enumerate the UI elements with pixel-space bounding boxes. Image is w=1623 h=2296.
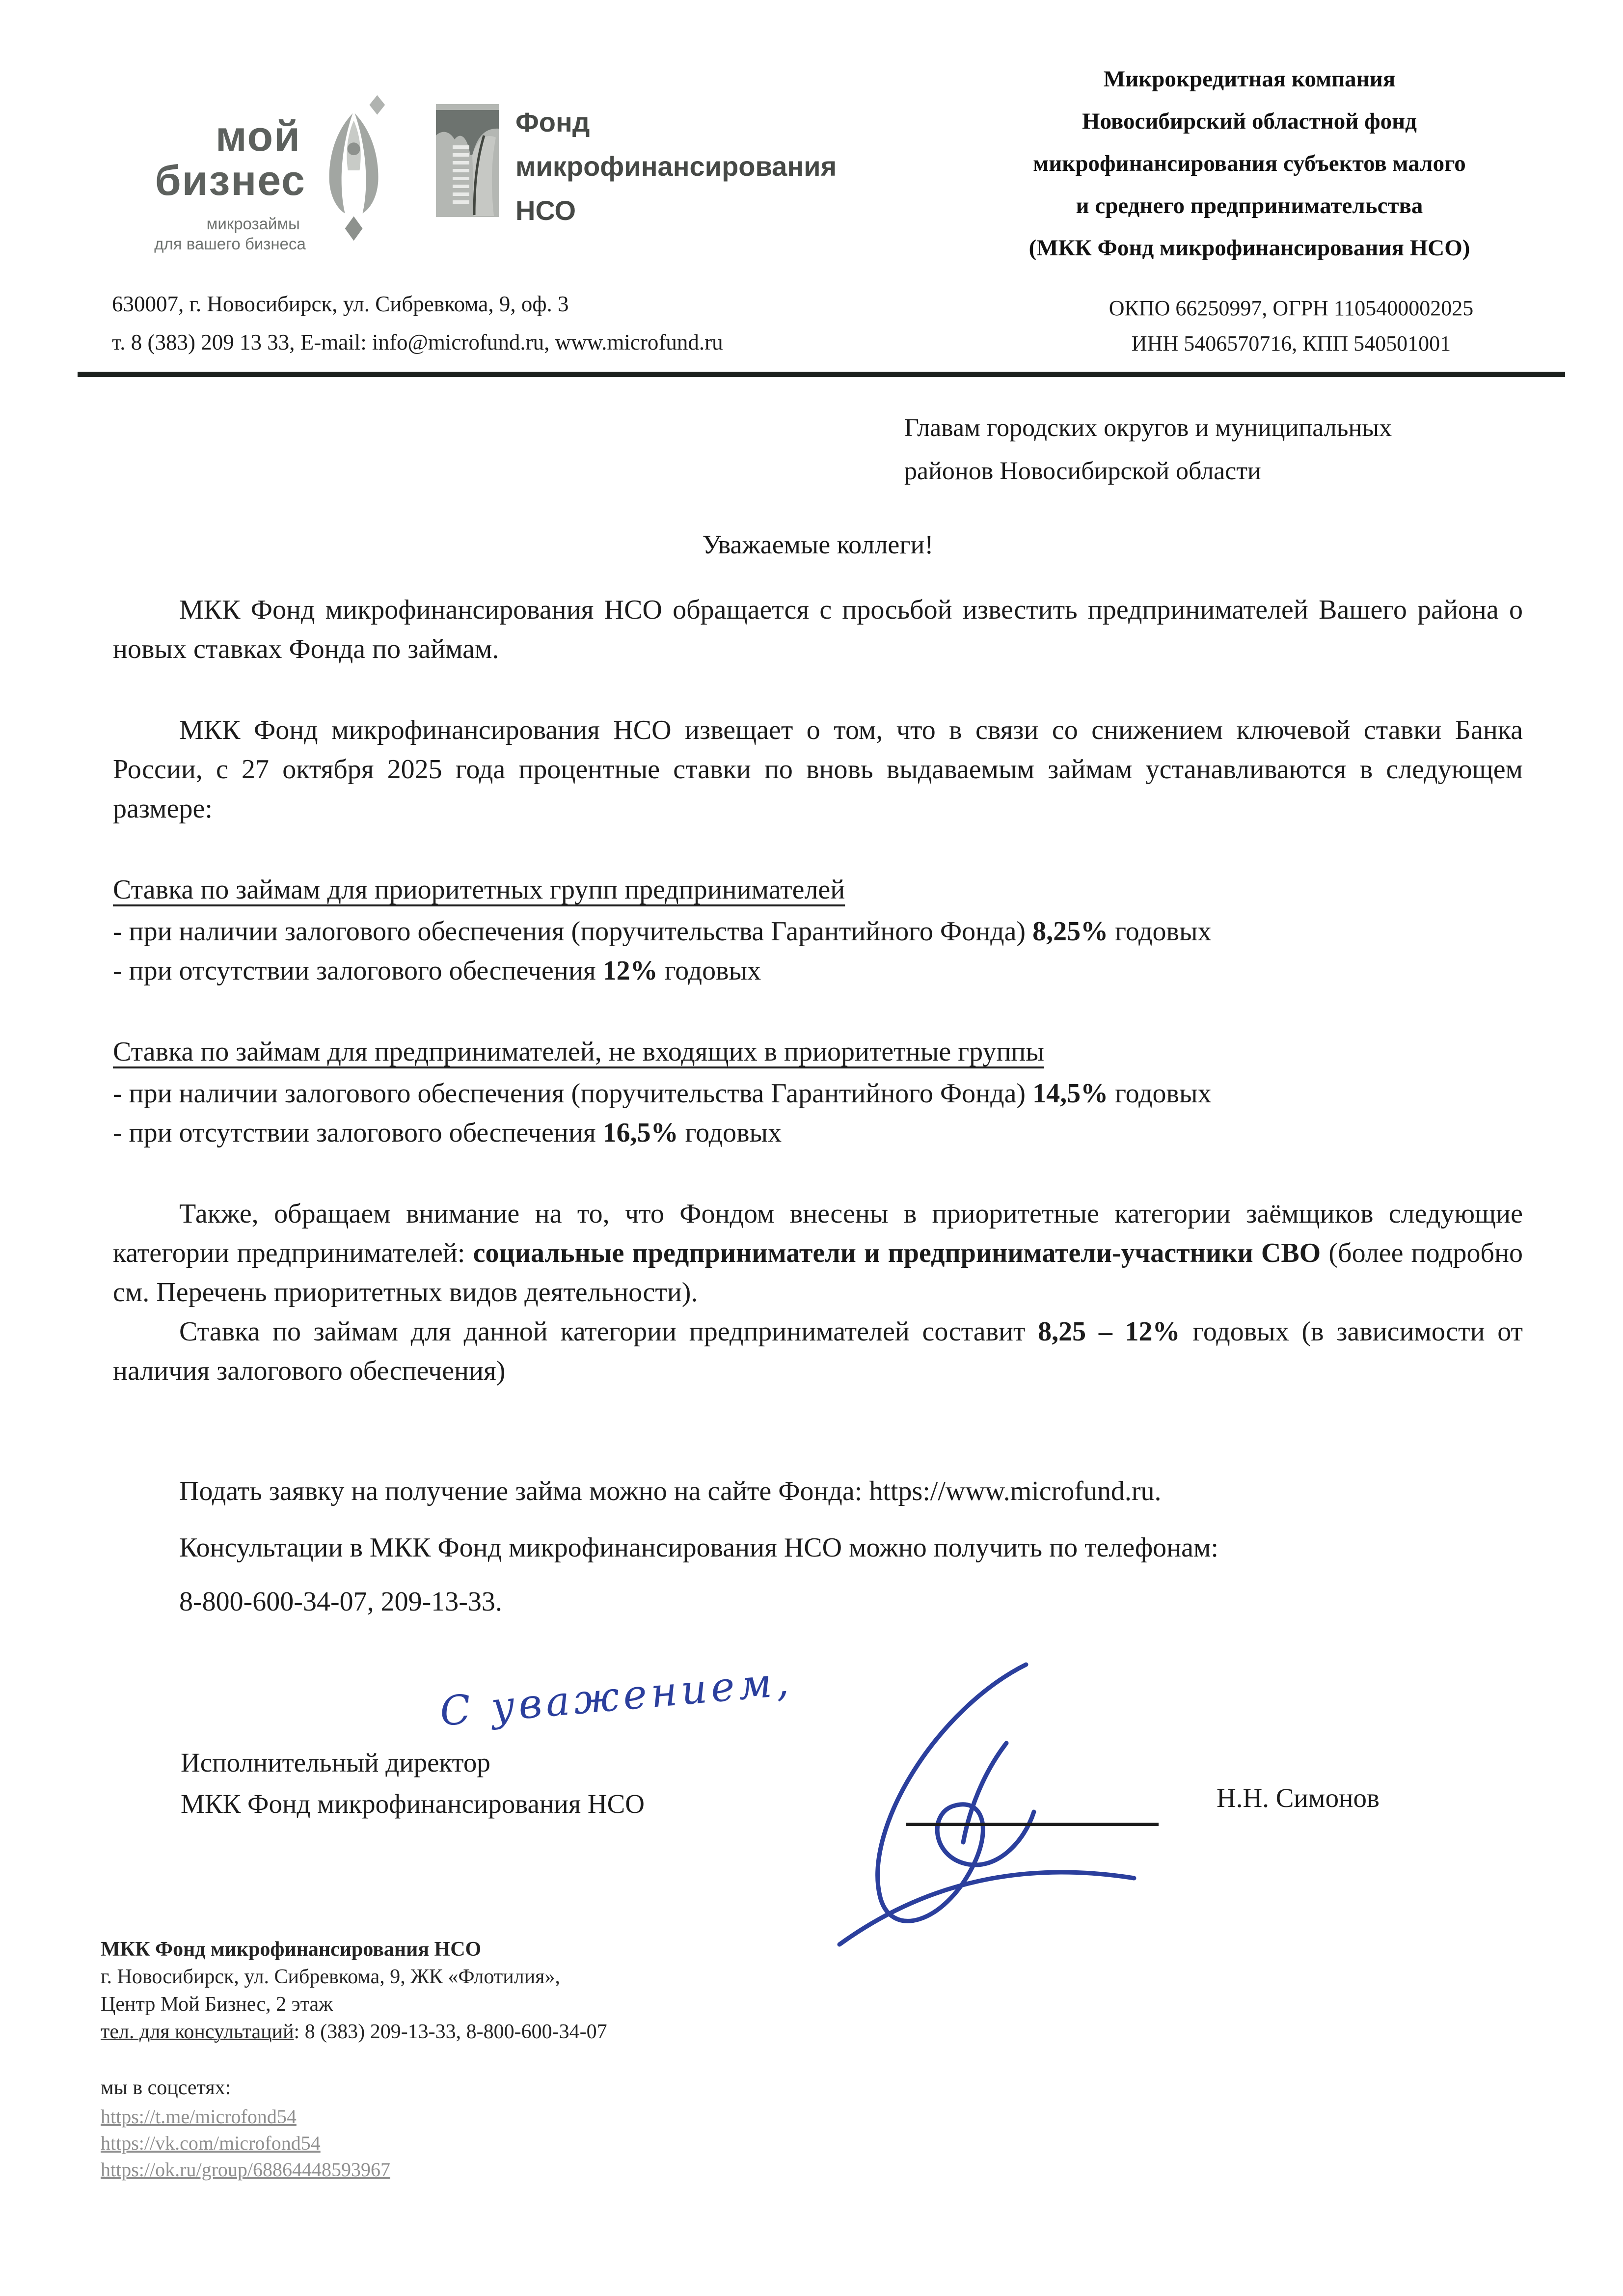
paragraph-category-rate xyxy=(113,1312,1523,1391)
paragraph-text: (более подробно см. Перечень приоритетных видов деятельности). xyxy=(113,1238,1523,1308)
fond-logo-icon xyxy=(436,104,499,217)
paragraph-priority-categories xyxy=(113,1194,1523,1312)
category-rate-bold: 8,25 – 12% xyxy=(1038,1316,1180,1347)
footer-phones-value: : 8 (383) 209-13-33, 8-800-600-34-07 xyxy=(294,2021,607,2043)
company-name-line: и среднего предпринимательства xyxy=(1076,193,1423,219)
requisites-block xyxy=(1016,291,1566,361)
addressee-block xyxy=(904,407,1533,493)
requisites-line-inn-kpp: ИНН 5406570716, КПП 540501001 xyxy=(1131,331,1451,355)
paragraph-text: Ставка по займам для данной категории предпринимателей составит xyxy=(179,1316,1038,1347)
company-name-line: Микрокредитная компания xyxy=(1103,66,1396,92)
bullet-text: годовых xyxy=(678,1118,782,1148)
footer-company-name: МКК Фонд микрофинансирования НСО xyxy=(101,1938,482,1961)
requisites-line-okpo-ogrn: ОКПО 66250997, ОГРН 1105400002025 xyxy=(1109,296,1474,320)
bullet-text: - при наличии залогового обеспечения (поручительства Гарантийного Фонда) xyxy=(113,916,1033,947)
footer-phones-line xyxy=(101,2018,607,2046)
bullet-text: - при отсутствии залогового обеспечения xyxy=(113,956,603,986)
my-business-word-2: бизнес xyxy=(155,157,306,204)
rate-value: 16,5% xyxy=(602,1118,678,1148)
my-business-tagline-1: микрозаймы xyxy=(206,215,300,233)
social-link-vk: https://vk.com/microfond54 xyxy=(101,2132,321,2154)
company-name-block xyxy=(930,58,1569,269)
paragraph-text: Также, обращаем внимание на то, что Фондом внесены в приоритетные категории заёмщиков следующие категории предпринимателей: xyxy=(113,1199,1523,1268)
header-divider xyxy=(78,372,1565,377)
sender-address-block xyxy=(112,285,723,361)
section-heading-non-priority-groups: Ставка по займам для предпринимателей, не входящих в приоритетные группы xyxy=(113,1037,1044,1067)
my-business-word-1: мой xyxy=(215,113,301,160)
salutation: Уважаемые коллеги! xyxy=(702,530,934,559)
company-name-line: микрофинансирования субъектов малого xyxy=(1033,151,1466,176)
paragraph-text: годовых (в зависимости от наличия залогового обеспечения) xyxy=(113,1316,1523,1386)
my-business-logo xyxy=(110,96,393,258)
footer-socials-label: мы в соцсетях: xyxy=(101,2077,231,2099)
paragraph-consultations: Консультации в МКК Фонд микрофинансирования НСО можно получить по телефонам: xyxy=(179,1532,1218,1563)
footer-address-line-2: Центр Мой Бизнес, 2 этаж xyxy=(101,1993,333,2016)
signatory-title-block xyxy=(181,1742,645,1825)
signature-line xyxy=(906,1823,1159,1826)
signature-ink-flourish xyxy=(751,1650,1154,1954)
bullet-nonpriority-secured xyxy=(113,1074,1523,1113)
rocket-icon xyxy=(315,91,393,243)
paragraph-phone-numbers: 8-800-600-34-07, 209-13-33. xyxy=(179,1586,502,1617)
fond-logo-text xyxy=(515,100,837,233)
social-link-ok: https://ok.ru/group/68864448593967 xyxy=(101,2159,390,2181)
fond-logo-line-1: Фонд xyxy=(515,107,590,137)
priority-categories-bold: социальные предприниматели и предприниматели-участники СВО xyxy=(473,1238,1321,1268)
handwritten-regards: С уважением, xyxy=(438,1658,794,1736)
signatory-name: Н.Н. Симонов xyxy=(1217,1783,1380,1813)
rate-value: 14,5% xyxy=(1032,1078,1109,1109)
fond-logo xyxy=(436,104,837,233)
my-business-tagline-2: для вашего бизнеса xyxy=(154,235,306,253)
bullet-nonpriority-unsecured xyxy=(113,1113,1523,1152)
bullet-priority-unsecured xyxy=(113,951,1523,990)
sender-contacts-line: т. 8 (383) 209 13 33, E-mail: info@microfund.ru, www.microfund.ru xyxy=(112,330,723,355)
rate-value: 8,25% xyxy=(1032,916,1109,947)
paragraph-intro: МКК Фонд микрофинансирования НСО обращается с просьбой известить предпринимателей Вашего района о новых ставках Фонда по займам. xyxy=(113,595,1523,664)
bullet-text: годовых xyxy=(1108,1078,1212,1109)
fond-logo-line-2: микрофинансирования xyxy=(515,151,837,182)
company-name-line: Новосибирский областной фонд xyxy=(1082,109,1417,134)
footer-social-links xyxy=(101,2104,607,2183)
bullet-text: - при отсутствии залогового обеспечения xyxy=(113,1118,603,1148)
bullet-text: - при наличии залогового обеспечения (поручительства Гарантийного Фонда) xyxy=(113,1078,1033,1109)
footer-contact-block xyxy=(101,1936,607,2183)
rate-value: 12% xyxy=(602,956,658,986)
section-heading-priority-groups: Ставка по займам для приоритетных групп предпринимателей xyxy=(113,875,845,905)
footer-phones-label: тел. для консультаций xyxy=(101,2021,294,2043)
bullet-text: годовых xyxy=(657,956,761,986)
social-link-telegram: https://t.me/microfond54 xyxy=(101,2105,297,2128)
signatory-title-line-1: Исполнительный директор xyxy=(181,1748,490,1777)
paragraph-rates-announcement: МКК Фонд микрофинансирования НСО извещает о том, что в связи со снижением ключевой ставки Банка России, с 27 октября 2025 года процентные ставки по вновь выдаваемым займам устанавливаются в следующем размере: xyxy=(113,715,1523,824)
footer-address-line-1: г. Новосибирск, ул. Сибревкома, 9, ЖК «Флотилия», xyxy=(101,1966,560,1988)
bullet-priority-secured xyxy=(113,912,1523,951)
signatory-title-line-2: МКК Фонд микрофинансирования НСО xyxy=(181,1789,645,1819)
bullet-text: годовых xyxy=(1108,916,1212,947)
addressee-line-1: Главам городских округов и муниципальных xyxy=(904,414,1392,442)
paragraph-apply-online: Подать заявку на получение займа можно на сайте Фонда: https://www.microfund.ru. xyxy=(179,1476,1162,1506)
company-name-line: (МКК Фонд микрофинансирования НСО) xyxy=(1028,235,1470,261)
addressee-line-2: районов Новосибирской области xyxy=(904,457,1261,485)
letter-body xyxy=(113,590,1523,1621)
fond-logo-line-3: НСО xyxy=(515,195,576,226)
sender-address-line: 630007, г. Новосибирск, ул. Сибревкома, 9, оф. 3 xyxy=(112,292,569,316)
my-business-logo-text xyxy=(110,96,306,252)
